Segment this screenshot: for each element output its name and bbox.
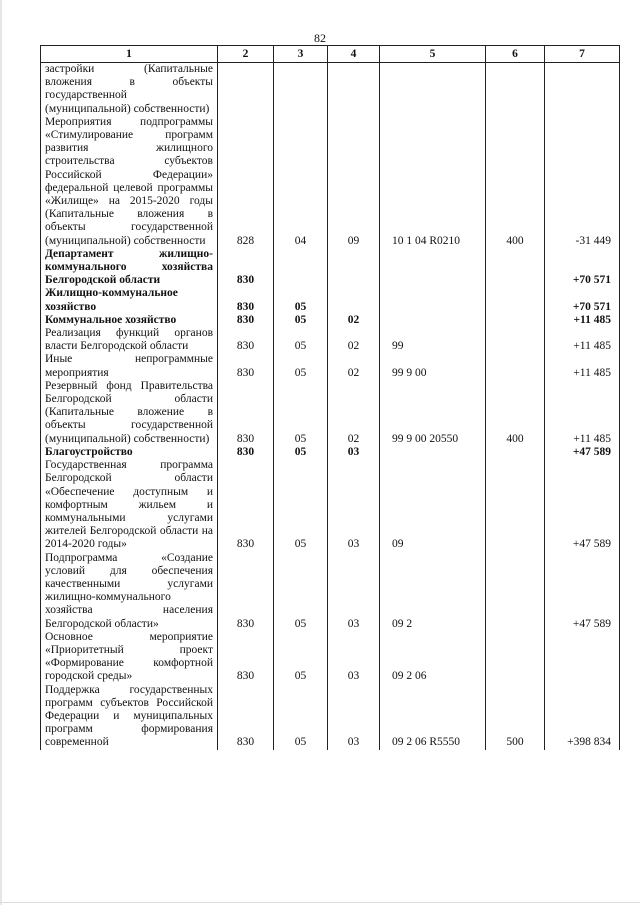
- cell-c7: +70 571: [545, 248, 620, 288]
- cell-c7: [545, 63, 620, 116]
- cell-c5: 09 2 06: [380, 631, 486, 684]
- cell-c6: 400: [486, 116, 545, 248]
- cell-c3: 05: [274, 684, 328, 750]
- cell-c6: [486, 327, 545, 353]
- cell-c4: 03: [328, 684, 380, 750]
- cell-c5: 09: [380, 459, 486, 551]
- cell-c7: +11 485: [545, 327, 620, 353]
- cell-c4: 03: [328, 459, 380, 551]
- cell-c5: 99 9 00 20550: [380, 380, 486, 446]
- cell-c5: [380, 287, 486, 313]
- cell-c3: 05: [274, 380, 328, 446]
- cell-c4: 03: [328, 446, 380, 459]
- cell-c6: [486, 63, 545, 116]
- cell-c3: 05: [274, 327, 328, 353]
- cell-c7: +47 589: [545, 446, 620, 459]
- cell-c2: 830: [218, 314, 274, 327]
- cell-c3: 05: [274, 287, 328, 313]
- cell-c4: 02: [328, 353, 380, 379]
- cell-c2: [218, 63, 274, 116]
- cell-c7: +11 485: [545, 353, 620, 379]
- cell-c3: [274, 63, 328, 116]
- cell-c4: [328, 248, 380, 288]
- cell-c2: 830: [218, 684, 274, 750]
- row-name-cell: Реализация функций органов власти Белгородской области: [41, 327, 218, 353]
- cell-c2: 830: [218, 248, 274, 288]
- page-number: 82: [314, 31, 326, 45]
- cell-c6: 400: [486, 380, 545, 446]
- col-header-1: 1: [41, 46, 218, 63]
- row-name-cell: Поддержка государственных программ субъектов Российской Федерации и муниципальных программ формирования современной: [41, 684, 218, 750]
- cell-c2: 830: [218, 353, 274, 379]
- cell-c3: 05: [274, 459, 328, 551]
- table-row: [41, 314, 620, 327]
- table-row: [41, 552, 620, 631]
- col-header-7: 7: [545, 46, 620, 63]
- cell-c6: [486, 631, 545, 684]
- cell-c4: 02: [328, 327, 380, 353]
- table-header: [41, 46, 620, 63]
- cell-c7: +398 834: [545, 684, 620, 750]
- col-header-4: 4: [328, 46, 380, 63]
- cell-c7: -31 449: [545, 116, 620, 248]
- cell-c7: +47 589: [545, 459, 620, 551]
- cell-c5: 99 9 00: [380, 353, 486, 379]
- cell-c4: [328, 287, 380, 313]
- table-row: [41, 248, 620, 288]
- cell-c5: 09 2: [380, 552, 486, 631]
- row-name-cell: Основное мероприятие «Приоритетный проект «Формирование комфортной городской среды»: [41, 631, 218, 684]
- col-header-5: 5: [380, 46, 486, 63]
- cell-c2: 830: [218, 631, 274, 684]
- cell-c6: [486, 353, 545, 379]
- cell-c6: [486, 287, 545, 313]
- cell-c4: 02: [328, 380, 380, 446]
- cell-c4: 03: [328, 552, 380, 631]
- cell-c5: 09 2 06 R5550: [380, 684, 486, 750]
- cell-c5: 10 1 04 R0210: [380, 116, 486, 248]
- cell-c3: 05: [274, 446, 328, 459]
- cell-c3: 04: [274, 116, 328, 248]
- cell-c2: 830: [218, 327, 274, 353]
- cell-c5: [380, 446, 486, 459]
- cell-c7: +47 589: [545, 552, 620, 631]
- cell-c2: 830: [218, 287, 274, 313]
- row-name-cell: Резервный фонд Правительства Белгородской области (Капитальные вложение в объекты государственной (муниципальной) собственности): [41, 380, 218, 446]
- cell-c6: [486, 248, 545, 288]
- cell-c7: +70 571: [545, 287, 620, 313]
- cell-c4: 09: [328, 116, 380, 248]
- cell-c4: 03: [328, 631, 380, 684]
- cell-c4: 02: [328, 314, 380, 327]
- cell-c4: [328, 63, 380, 116]
- row-name-cell: Благоустройство: [41, 446, 218, 459]
- cell-c5: [380, 63, 486, 116]
- table-row: [41, 287, 620, 313]
- table-row: [41, 116, 620, 248]
- cell-c7: +11 485: [545, 314, 620, 327]
- cell-c2: 830: [218, 552, 274, 631]
- cell-c3: 05: [274, 552, 328, 631]
- table-row: [41, 63, 620, 116]
- row-name-cell: застройки (Капитальные вложения в объекты государственной (муниципальной) собственности): [41, 63, 218, 116]
- cell-c3: 05: [274, 353, 328, 379]
- cell-c2: 830: [218, 459, 274, 551]
- cell-c5: 99: [380, 327, 486, 353]
- table-row: [41, 459, 620, 551]
- cell-c6: [486, 446, 545, 459]
- col-header-6: 6: [486, 46, 545, 63]
- table-row: [41, 446, 620, 459]
- cell-c6: [486, 552, 545, 631]
- scan-edge: [0, 0, 2, 905]
- row-name-cell: Коммунальное хозяйство: [41, 314, 218, 327]
- cell-c7: +11 485: [545, 380, 620, 446]
- cell-c3: 05: [274, 631, 328, 684]
- row-name-cell: Подпрограмма «Создание условий для обеспечения качественными услугами жилищно-коммунального хозяйства населения Белгородской области»: [41, 552, 218, 631]
- col-header-2: 2: [218, 46, 274, 63]
- cell-c2: 830: [218, 380, 274, 446]
- table-row: [41, 327, 620, 353]
- cell-c6: 500: [486, 684, 545, 750]
- table-row: [41, 380, 620, 446]
- col-header-3: 3: [274, 46, 328, 63]
- row-name-cell: Жилищно-коммунальное хозяйство: [41, 287, 218, 313]
- row-name-cell: Иные непрограммные мероприятия: [41, 353, 218, 379]
- cell-c6: [486, 459, 545, 551]
- row-name-cell: Департамент жилищно-коммунального хозяйства Белгородской области: [41, 248, 218, 288]
- table-row: [41, 353, 620, 379]
- budget-table: [40, 45, 620, 750]
- cell-c6: [486, 314, 545, 327]
- table-row: [41, 631, 620, 684]
- cell-c2: 828: [218, 116, 274, 248]
- row-name-cell: Государственная программа Белгородской области «Обеспечение доступным и комфортным жильем и коммунальными услугами жителей Белгородской области на 2014-2020 годы»: [41, 459, 218, 551]
- cell-c5: [380, 314, 486, 327]
- cell-c2: 830: [218, 446, 274, 459]
- cell-c7: [545, 631, 620, 684]
- scan-bottom-edge: [0, 902, 640, 903]
- cell-c5: [380, 248, 486, 288]
- row-name-cell: Мероприятия подпрограммы «Стимулирование программ развития жилищного строительства субъектов Российской Федерации» федеральной целевой программы «Жилище» на 2015-2020 годы (Капитальные вложения в объекты государственной (муниципальной) собственности: [41, 116, 218, 248]
- table-row: [41, 684, 620, 750]
- cell-c3: 05: [274, 314, 328, 327]
- cell-c3: [274, 248, 328, 288]
